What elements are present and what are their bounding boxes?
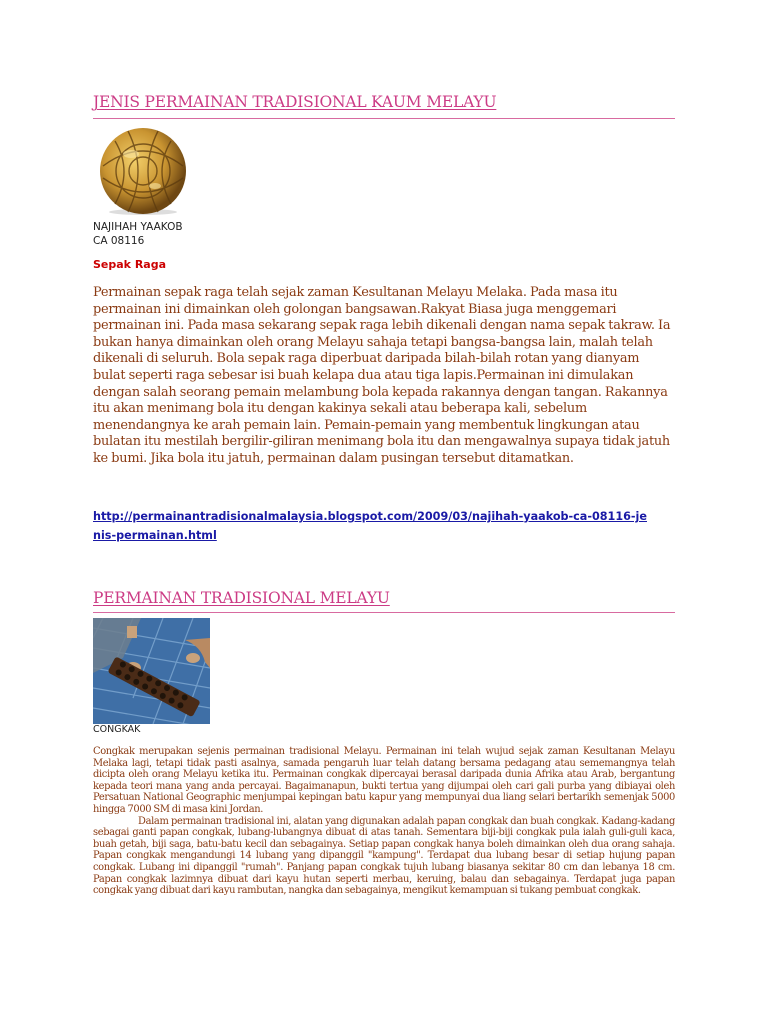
heading-divider xyxy=(93,118,675,119)
author-name: NAJIHAH YAAKOB xyxy=(93,221,183,233)
section-heading-congkak: PERMAINAN TRADISIONAL MELAYU xyxy=(93,589,390,607)
source-link[interactable]: http://permainantradisionalmalaysia.blogspot.com/2009/03/najihah-yaakob-ca-08116-jenis-permainan.html xyxy=(93,510,647,542)
sepak-raga-paragraph: Permainan sepak raga telah sejak zaman Kesultanan Melayu Melaka. Pada masa itu permainan ini dimainkan oleh golongan bangsawan.Rakyat Biasa juga menggemari permainan ini. Pada masa sekarang sepak raga lebih dikenali dengan nama sepak takraw. Ia bukan hanya dimainkan oleh orang Melayu sahaja tetapi bangsa-bangsa lain, malah telah dikenali di seluruh. Bola sepak raga diperbuat daripada bilah-bilah rotan yang dianyam bulat seperti raga sebesar isi buah kelapa dua atau tiga lapis.Permainan ini dimulakan dengan salah seorang pemain melambung bola kepada rakannya dengan tangan. Rakannya itu akan menimang bola itu dengan kakinya sekali atau beberapa kali, sebelum menendangnya ke arah pemain lain. Pemain-pemain yang membentuk lingkungan atau bulatan itu mestilah bergilir-giliran menimang bola itu dan mengawalnya supaya tidak jatuh ke bumi. Jika bola itu jatuh, permainan dalam pusingan tersebut ditamatkan. xyxy=(93,285,671,466)
congkak-caption: CONGKAK xyxy=(93,724,141,735)
congkak-paragraph-1: Congkak merupakan sejenis permainan tradisional Melayu. Permainan ini telah wujud sejak zaman Kesultanan Melayu Melaka lagi, tetapi tidak pasti asalnya, samada pengaruh luar telah datang bersama pedagang atau sememangnya telah dicipta oleh orang Melayu ketika itu. Permainan congkak dipercayai berasal daripada dunia Afrika atau Arab, bergantung kepada teori mana yang anda percayai. Bagaimanapun, bukti tertua yang dijumpai oleh cari gali purba yang dibiayai oleh Persatuan National Geographic menjumpai kepingan batu kapur yang mempunyai dua liang selari bertarikh semenjak 5000 hingga 7000 SM di masa kini Jordan. xyxy=(93,746,675,815)
author-code: CA 08116 xyxy=(93,235,145,247)
heading-divider xyxy=(93,612,675,613)
congkak-board-image xyxy=(93,618,210,724)
author-info xyxy=(93,220,183,248)
sepak-raga-ball-image xyxy=(93,126,193,216)
section-heading-sepak-raga: JENIS PERMAINAN TRADISIONAL KAUM MELAYU xyxy=(93,93,497,111)
congkak-paragraphs xyxy=(93,746,675,897)
subtitle-sepak-raga: Sepak Raga xyxy=(93,258,167,271)
congkak-paragraph-2: Dalam permainan tradisional ini, alatan yang digunakan adalah papan congkak dan buah congkak. Kadang-kadang sebagai ganti papan congkak, lubang-lubangnya dibuat di atas tanah. Sementara biji-biji congkak pula ialah guli-guli kaca, buah getah, biji saga, batu-batu kecil dan sebagainya. Setiap papan congkak hanya boleh dimainkan oleh dua orang sahaja. Papan congkak mengandungi 14 lubang yang dipanggil "kampung". Terdapat dua lubang besar di setiap hujung papan congkak. Lubang ini dipanggil "rumah". Panjang papan congkak tujuh lubang biasanya sekitar 80 cm dan lebanya 18 cm. Papan congkak lazimnya dibuat dari kayu hutan seperti merbau, keruing, balau dan sebagainya. Terdapat juga papan congkak yang dibuat dari kayu rambutan, nangka dan sebagainya, mengikut kemampuan si tukang pembuat congkak. xyxy=(93,815,675,897)
